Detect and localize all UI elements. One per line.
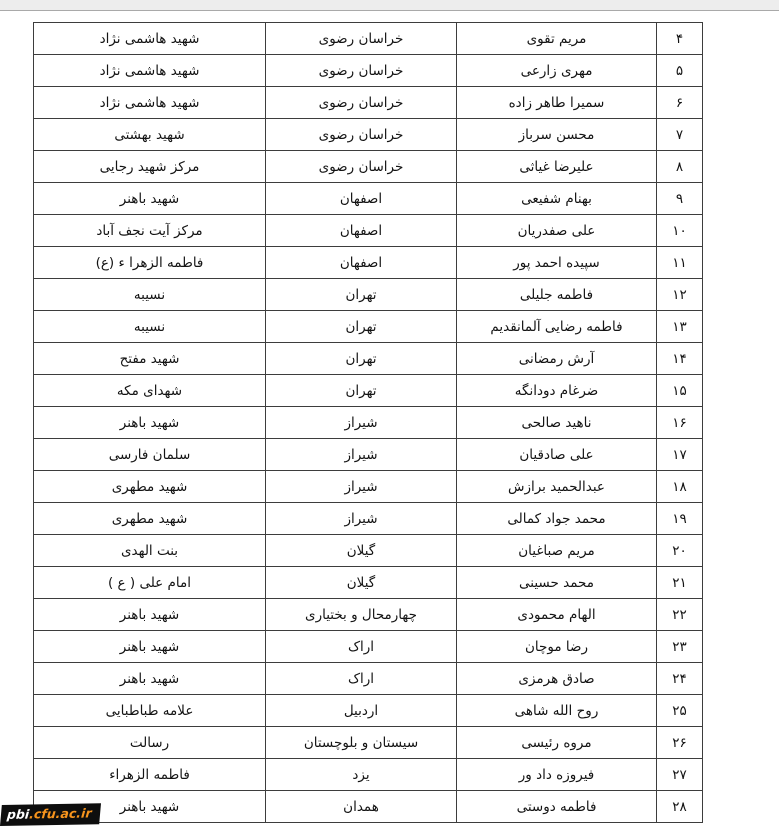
cell-center-name: امام علی ( ع ) (34, 567, 266, 599)
cell-row-number: ۲۱ (657, 567, 703, 599)
cell-province: خراسان رضوی (266, 87, 457, 119)
cell-person-name: ناهید صالحی (457, 407, 657, 439)
table-row (34, 279, 703, 311)
table-row (34, 663, 703, 695)
cell-row-number: ۱۴ (657, 343, 703, 375)
table-row (34, 535, 703, 567)
cell-row-number: ۲۰ (657, 535, 703, 567)
cell-person-name: بهنام شفیعی (457, 183, 657, 215)
cell-center-name: شهید بهشتی (34, 119, 266, 151)
cell-person-name: سمیرا طاهر زاده (457, 87, 657, 119)
cell-center-name: شهید باهنر (34, 663, 266, 695)
cell-row-number: ۲۲ (657, 599, 703, 631)
cell-center-name: شهید باهنر (34, 791, 266, 823)
cell-row-number: ۱۷ (657, 439, 703, 471)
cell-person-name: مروه رئیسی (457, 727, 657, 759)
table-row (34, 23, 703, 55)
cell-row-number: ۶ (657, 87, 703, 119)
cell-person-name: روح الله شاهی (457, 695, 657, 727)
cell-center-name: شهید باهنر (34, 631, 266, 663)
table-row (34, 215, 703, 247)
table-row (34, 631, 703, 663)
cell-person-name: صادق هرمزی (457, 663, 657, 695)
table-row (34, 407, 703, 439)
cell-province: چهارمحال و بختیاری (266, 599, 457, 631)
cell-row-number: ۹ (657, 183, 703, 215)
cell-row-number: ۲۳ (657, 631, 703, 663)
cell-center-name: نسیبه (34, 279, 266, 311)
cell-center-name: شهید هاشمی نژاد (34, 87, 266, 119)
top-strip (0, 0, 779, 11)
cell-person-name: محسن سرباز (457, 119, 657, 151)
cell-province: تهران (266, 375, 457, 407)
table-row (34, 503, 703, 535)
cell-province: تهران (266, 311, 457, 343)
cell-center-name: مرکز شهید رجایی (34, 151, 266, 183)
cell-center-name: بنت الهدی (34, 535, 266, 567)
cell-province: سیستان و بلوچستان (266, 727, 457, 759)
cell-province: گیلان (266, 567, 457, 599)
watermark-prefix: pbi (6, 806, 30, 822)
cell-person-name: سپیده احمد پور (457, 247, 657, 279)
table-row (34, 311, 703, 343)
table-row (34, 727, 703, 759)
cell-province: خراسان رضوی (266, 55, 457, 87)
table-row (34, 375, 703, 407)
table-row (34, 119, 703, 151)
cell-row-number: ۲۷ (657, 759, 703, 791)
cell-province: اراک (266, 631, 457, 663)
cell-province: شیراز (266, 471, 457, 503)
cell-row-number: ۱۱ (657, 247, 703, 279)
cell-center-name: سلمان فارسی (34, 439, 266, 471)
table-row (34, 791, 703, 823)
cell-province: اردبیل (266, 695, 457, 727)
cell-row-number: ۲۶ (657, 727, 703, 759)
cell-person-name: فاطمه دوستی (457, 791, 657, 823)
cell-province: یزد (266, 759, 457, 791)
cell-person-name: فاطمه رضایی آلمانقدیم (457, 311, 657, 343)
table-row (34, 471, 703, 503)
cell-province: تهران (266, 343, 457, 375)
table-row (34, 343, 703, 375)
watermark-suffix: .cfu.ac.ir (28, 805, 93, 822)
cell-row-number: ۱۵ (657, 375, 703, 407)
cell-row-number: ۱۹ (657, 503, 703, 535)
table-row (34, 55, 703, 87)
cell-province: خراسان رضوی (266, 151, 457, 183)
cell-center-name: شهدای مکه (34, 375, 266, 407)
cell-center-name: شهید مطهری (34, 503, 266, 535)
cell-row-number: ۱۸ (657, 471, 703, 503)
cell-center-name: نسیبه (34, 311, 266, 343)
cell-person-name: علی صادقیان (457, 439, 657, 471)
cell-center-name: فاطمه الزهرا ء (ع) (34, 247, 266, 279)
cell-row-number: ۴ (657, 23, 703, 55)
cell-row-number: ۲۸ (657, 791, 703, 823)
cell-province: اصفهان (266, 247, 457, 279)
cell-person-name: علی صفدریان (457, 215, 657, 247)
cell-person-name: محمد جواد کمالی (457, 503, 657, 535)
cell-center-name: رسالت (34, 727, 266, 759)
cell-province: شیراز (266, 439, 457, 471)
table-row (34, 247, 703, 279)
cell-province: همدان (266, 791, 457, 823)
cell-center-name: شهید باهنر (34, 599, 266, 631)
cell-province: اصفهان (266, 183, 457, 215)
cell-province: خراسان رضوی (266, 119, 457, 151)
cell-person-name: فاطمه جلیلی (457, 279, 657, 311)
cell-center-name: شهید باهنر (34, 183, 266, 215)
table-row (34, 599, 703, 631)
table-row (34, 567, 703, 599)
table-row (34, 151, 703, 183)
cell-center-name: شهید مطهری (34, 471, 266, 503)
cell-row-number: ۵ (657, 55, 703, 87)
table-body (34, 23, 703, 823)
table-row (34, 183, 703, 215)
cell-row-number: ۲۵ (657, 695, 703, 727)
cell-row-number: ۸ (657, 151, 703, 183)
cell-person-name: فیروزه داد ور (457, 759, 657, 791)
cell-center-name: مرکز آیت نجف آباد (34, 215, 266, 247)
cell-center-name: فاطمه الزهراء (34, 759, 266, 791)
cell-person-name: آرش رمضانی (457, 343, 657, 375)
cell-person-name: مریم صباغیان (457, 535, 657, 567)
table-row (34, 439, 703, 471)
cell-person-name: ضرغام دودانگه (457, 375, 657, 407)
cell-center-name: شهید مفتح (34, 343, 266, 375)
cell-person-name: مریم تقوی (457, 23, 657, 55)
cell-person-name: علیرضا غیاثی (457, 151, 657, 183)
cell-province: تهران (266, 279, 457, 311)
table-row (34, 759, 703, 791)
cell-person-name: محمد حسینی (457, 567, 657, 599)
cell-row-number: ۷ (657, 119, 703, 151)
cell-center-name: شهید هاشمی نژاد (34, 23, 266, 55)
cell-row-number: ۱۲ (657, 279, 703, 311)
cell-person-name: مهری زارعی (457, 55, 657, 87)
cell-row-number: ۱۶ (657, 407, 703, 439)
cell-province: شیراز (266, 503, 457, 535)
cell-center-name: علامه طباطبایی (34, 695, 266, 727)
cell-province: خراسان رضوی (266, 23, 457, 55)
cell-province: اصفهان (266, 215, 457, 247)
cell-row-number: ۲۴ (657, 663, 703, 695)
cell-province: اراک (266, 663, 457, 695)
table-row (34, 695, 703, 727)
cell-province: شیراز (266, 407, 457, 439)
table-row (34, 87, 703, 119)
cell-person-name: الهام محمودی (457, 599, 657, 631)
site-watermark (0, 803, 101, 826)
cell-province: گیلان (266, 535, 457, 567)
cell-row-number: ۱۰ (657, 215, 703, 247)
cell-person-name: رضا موچان (457, 631, 657, 663)
cell-person-name: عبدالحمید برازش (457, 471, 657, 503)
roster-table (33, 22, 703, 823)
cell-row-number: ۱۳ (657, 311, 703, 343)
cell-center-name: شهید هاشمی نژاد (34, 55, 266, 87)
cell-center-name: شهید باهنر (34, 407, 266, 439)
